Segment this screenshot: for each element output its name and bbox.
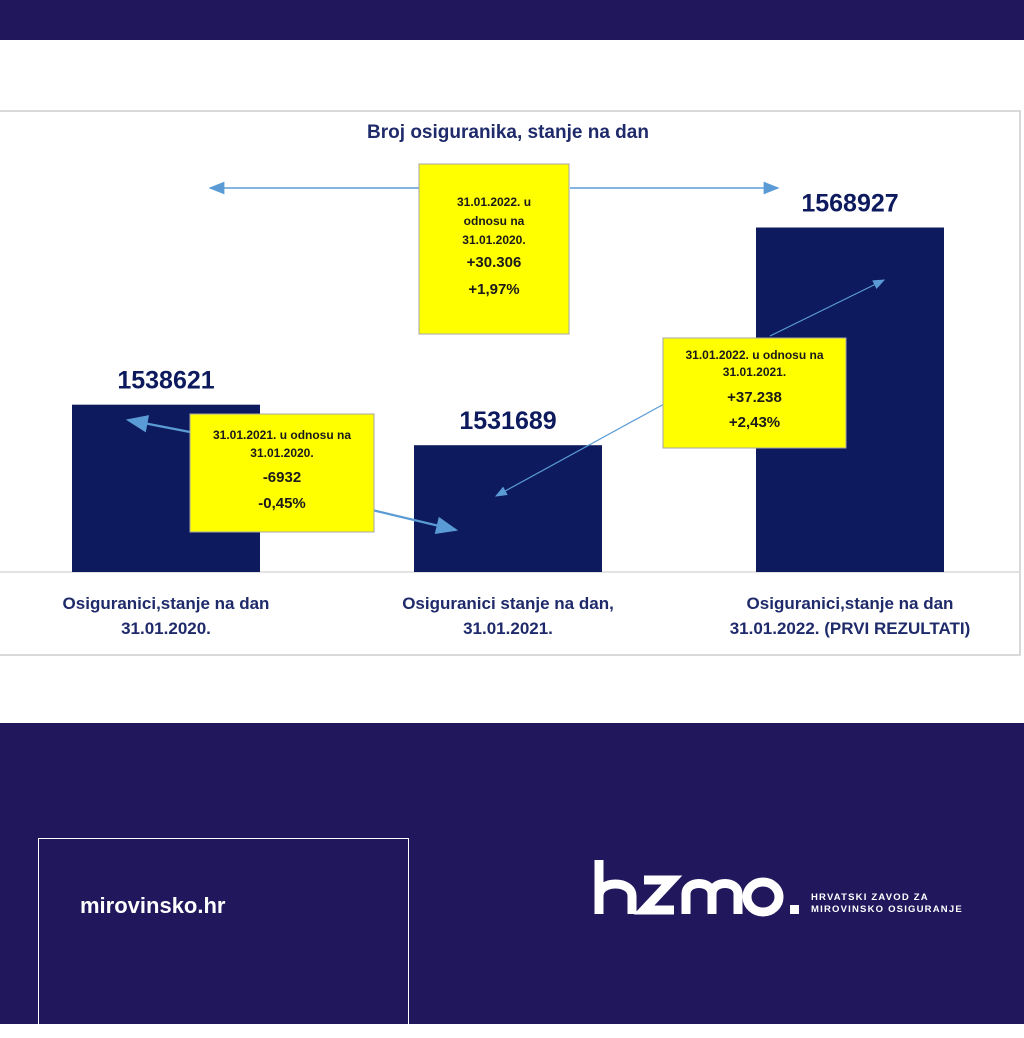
annotation-text: +1,97% — [468, 281, 520, 298]
annotation-box — [419, 164, 569, 334]
category-label: Osiguranici,stanje na dan — [62, 594, 270, 613]
chart-title: Broj osiguranika, stanje na dan — [367, 122, 649, 143]
annotation-text: +30.306 — [466, 254, 522, 271]
logo-subtitle-line-1: HRVATSKI ZAVOD ZA — [811, 892, 929, 903]
bar-chart — [0, 112, 1021, 658]
bar-value-label: 1531689 — [459, 407, 557, 436]
hzmo-logo-mark — [592, 856, 807, 918]
annotation-text: 31.01.2021. u odnosu na — [212, 428, 352, 442]
annotation-text: 31.01.2022. u — [456, 195, 532, 209]
annotation-text: 31.01.2020. — [462, 233, 526, 247]
category-label: Osiguranici stanje na dan, — [402, 594, 614, 613]
category-label: 31.01.2022. (PRVI REZULTATI) — [729, 619, 971, 638]
annotation-text: 31.01.2021. — [722, 365, 787, 379]
annotation-text: 31.01.2020. — [250, 446, 314, 460]
bar-value-label: 1538621 — [117, 366, 215, 395]
category-label: 31.01.2021. — [463, 619, 553, 638]
category-label: 31.01.2020. — [121, 619, 211, 638]
category-label: Osiguranici,stanje na dan — [746, 594, 954, 613]
top-band — [0, 0, 1024, 40]
annotation-text: +37.238 — [727, 389, 782, 406]
annotation-text: -0,45% — [258, 495, 306, 512]
annotation-text: +2,43% — [728, 414, 781, 431]
annotation-text: -6932 — [262, 469, 302, 486]
annotation-text: odnosu na — [463, 214, 525, 228]
website-box[interactable] — [38, 838, 409, 1038]
chart-panel — [0, 110, 1021, 656]
annotation-text: 31.01.2022. u odnosu na — [685, 348, 824, 362]
bar — [414, 445, 602, 572]
logo-subtitle — [811, 892, 971, 916]
logo-subtitle-line-2: MIROVINSKO OSIGURANJE — [811, 904, 963, 915]
website-link[interactable]: mirovinsko.hr — [80, 893, 226, 918]
bar-value-label: 1568927 — [801, 189, 899, 218]
